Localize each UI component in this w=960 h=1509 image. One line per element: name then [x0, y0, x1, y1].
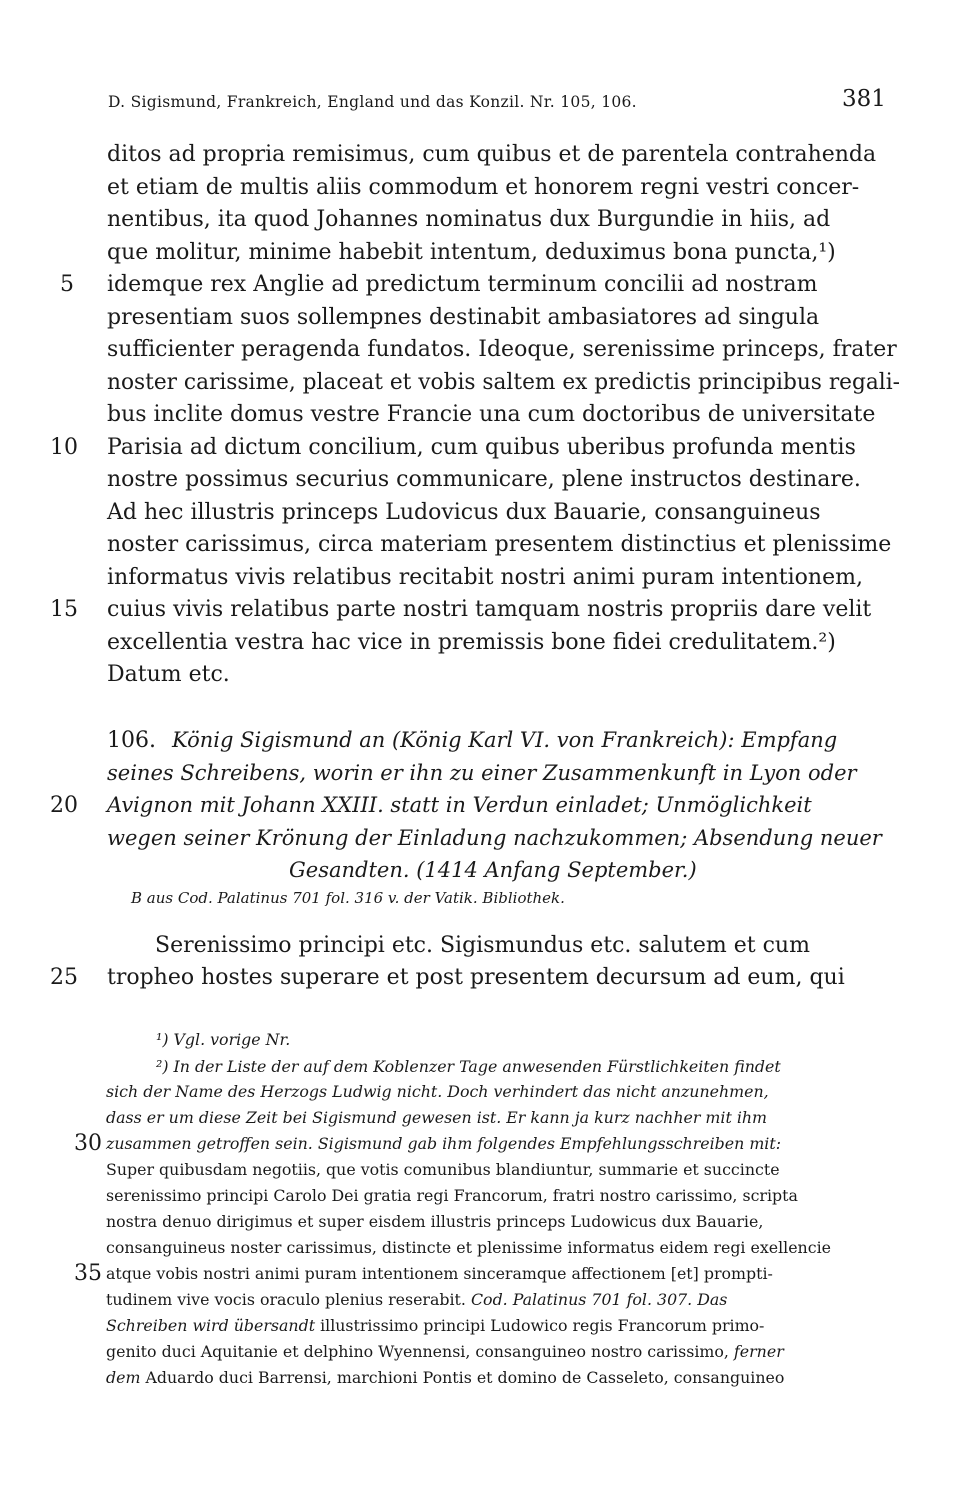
- line-number: 25: [50, 965, 78, 990]
- main-text-line: bus inclite domus vestre Francie una cum doctoribus de universitate: [107, 402, 876, 427]
- footnote-2-line: tudinem vive vocis oraculo plenius reserabit. Cod. Palatinus 701 fol. 307. Das: [106, 1290, 728, 1309]
- footnote-1: ¹) Vgl. vorige Nr.: [156, 1030, 291, 1049]
- main-text-line: et etiam de multis aliis commodum et honorem regni vestri concer-: [107, 175, 860, 200]
- footnote-2-line: serenissimo principi Carolo Dei gratia regi Francorum, fratri nostro carissimo, scripta: [106, 1186, 798, 1205]
- line-number: 35: [74, 1261, 102, 1286]
- page-number: 381: [842, 86, 886, 112]
- main-text-line: tropheo hostes superare et post presentem decursum ad eum, qui: [107, 965, 845, 990]
- main-text-line: Ad hec illustris princeps Ludovicus dux Bauarie, consanguineus: [107, 500, 821, 525]
- line-number: 15: [50, 597, 78, 622]
- main-text-line: noster carissime, placeat et vobis saltem ex predictis principibus regali-: [107, 370, 900, 395]
- main-text-line: noster carissimus, circa materiam presentem distinctius et plenissime: [107, 532, 892, 557]
- line-number: 20: [50, 793, 78, 818]
- footnote-2-line: zusammen getroffen sein. Sigismund gab ihm folgendes Empfehlungsschreiben mit:: [106, 1134, 782, 1153]
- line-number: 10: [50, 435, 78, 460]
- main-text-line: nostre possimus securius communicare, plene instructos destinare.: [107, 467, 861, 492]
- main-text-line: ditos ad propria remisimus, cum quibus et de parentela contrahenda: [107, 142, 877, 167]
- document-title-line: Avignon mit Johann XXIII. statt in Verdun einladet; Unmöglichkeit: [107, 793, 812, 817]
- running-title: D. Sigismund, Frankreich, England und das Konzil. Nr. 105, 106.: [108, 93, 637, 111]
- main-text-line: Parisia ad dictum concilium, cum quibus uberibus profunda mentis: [107, 435, 856, 460]
- document-title-line: seines Schreibens, worin er ihn zu einer Zusammenkunft in Lyon oder: [107, 761, 857, 785]
- main-text-line: nentibus, ita quod Johannes nominatus dux Burgundie in hiis, ad: [107, 207, 831, 232]
- main-text-line: idemque rex Anglie ad predictum terminum concilii ad nostram: [107, 272, 818, 297]
- document-number: 106.: [107, 728, 156, 753]
- document-title-line: wegen seiner Krönung der Einladung nachzukommen; Absendung neuer: [107, 826, 882, 850]
- footnote-2-line: Schreiben wird übersandt illustrissimo principi Ludowico regis Francorum primo-: [106, 1316, 765, 1335]
- main-text-line: presentiam suos sollempnes destinabit ambasiatores ad singula: [107, 305, 820, 330]
- main-text-line: informatus vivis relatibus recitabit nostri animi puram intentionem,: [107, 565, 863, 590]
- footnote-2-line: sich der Name des Herzogs Ludwig nicht. Doch verhindert das nicht anzunehmen,: [106, 1082, 769, 1101]
- footnote-2-line: genito duci Aquitanie et delphino Wyennensi, consanguineo nostro carissimo, ferner: [106, 1342, 784, 1361]
- main-text-line: cuius vivis relatibus parte nostri tamquam nostris propriis dare velit: [107, 597, 872, 622]
- footnote-2-line: Super quibusdam negotiis, que votis comunibus blandiuntur, summarie et succincte: [106, 1160, 780, 1179]
- main-text-line: Datum etc.: [107, 662, 230, 687]
- main-text-line: Serenissimo principi etc. Sigismundus etc. salutem et cum: [155, 933, 810, 958]
- footnote-2-line: atque vobis nostri animi puram intentionem sinceramque affectionem [et] prompti-: [106, 1264, 773, 1283]
- main-text-line: que molitur, minime habebit intentum, deduximus bona puncta,¹): [107, 240, 836, 265]
- footnote-2-line: nostra denuo dirigimus et super eisdem illustris princeps Ludowicus dux Bauarie,: [106, 1212, 764, 1231]
- footnote-2-line: consanguineus noster carissimus, distincte et plenissime informatus eidem regi exellencie: [106, 1238, 831, 1257]
- footnote-2-line: dass er um diese Zeit bei Sigismund gewesen ist. Er kann ja kurz nachher mit ihm: [106, 1108, 768, 1127]
- line-number: 30: [74, 1131, 102, 1156]
- document-title-line: König Sigismund an (König Karl VI. von Frankreich): Empfang: [172, 728, 838, 752]
- footnote-2-line: dem Aduardo duci Barrensi, marchioni Pontis et domino de Casseleto, consanguineo: [106, 1368, 785, 1387]
- source-note: B aus Cod. Palatinus 701 fol. 316 v. der Vatik. Bibliothek.: [131, 889, 565, 907]
- line-number: 5: [60, 272, 74, 297]
- footnote-2-line: ²) In der Liste der auf dem Koblenzer Tage anwesenden Fürstlichkeiten findet: [156, 1057, 781, 1076]
- main-text-line: sufficienter peragenda fundatos. Ideoque, serenissime princeps, frater: [107, 337, 897, 362]
- document-title-line: Gesandten. (1414 Anfang September.): [289, 858, 697, 882]
- main-text-line: excellentia vestra hac vice in premissis bone fidei credulitatem.²): [107, 630, 836, 655]
